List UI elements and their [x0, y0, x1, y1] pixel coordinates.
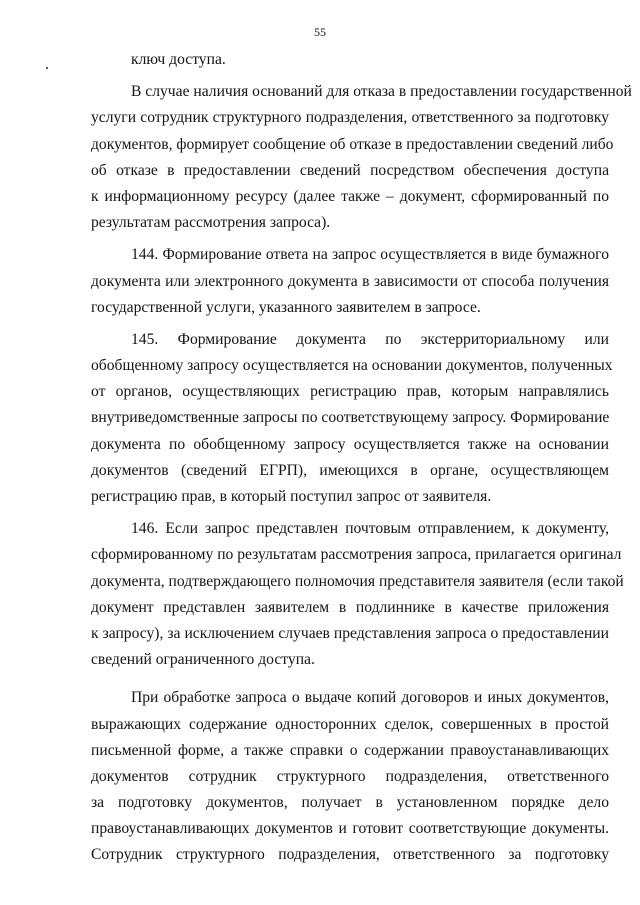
paragraph: [91, 516, 624, 673]
text-line: внутриведомственные запросы по соответствующему запросу. Формирование: [91, 409, 610, 427]
text-line: При обработке запроса о выдаче копий договоров и иных документов,: [131, 689, 609, 707]
page-number: 55: [314, 25, 326, 39]
text-line: документа по обобщенному запросу осуществляется также на основании: [91, 435, 609, 453]
text-line: правоустанавливающих документов и готовит соответствующие документы.: [91, 820, 609, 838]
text-line: документ представлен заявителем в подлиннике в качестве приложения: [91, 598, 609, 616]
text-line: В случае наличия оснований для отказа в предоставлении государственной: [131, 83, 632, 101]
text-line: сформированному по результатам рассмотрения запроса, прилагается оригинал: [91, 546, 622, 564]
paragraph: [91, 327, 613, 510]
paragraph: [91, 79, 632, 236]
text-line: обобщенному запросу осуществляется на основании документов, полученных: [91, 357, 613, 375]
text-line: 145. Формирование документа по экстерриториальному или: [131, 330, 609, 348]
text-line: услуги сотрудник структурного подразделения, ответственного за подготовку: [91, 109, 609, 127]
text-line: от органов, осуществляющих регистрацию прав, которым направлялись: [91, 383, 609, 401]
text-line: за подготовку документов, получает в установленном порядке дело: [91, 794, 609, 812]
paragraph: [91, 242, 609, 321]
text-line: ключ доступа.: [131, 51, 226, 68]
text-line: результатам рассмотрения запроса).: [91, 214, 331, 232]
text-line: государственной услуги, указанного заявителем в запросе.: [91, 298, 481, 316]
text-line: 144. Формирование ответа на запрос осуществляется в виде бумажного: [131, 246, 609, 264]
text-line: документа или электронного документа в зависимости от способа получения: [91, 272, 609, 290]
text-line: к запросу), за исключением случаев представления запроса о предоставлении: [91, 624, 609, 642]
text-line: выражающих содержание односторонних сделок, совершенных в простой: [91, 715, 609, 733]
text-line: 146. Если запрос представлен почтовым отправлением, к документу,: [131, 520, 609, 538]
text-line: регистрацию прав, в который поступил запрос от заявителя.: [91, 488, 492, 505]
text-line: сведений ограниченного доступа.: [91, 651, 315, 669]
text-line: к информационному ресурсу (далее также – документ, сформированный по: [91, 187, 609, 205]
text-line: документа, подтверждающего полномочия представителя заявителя (если такой: [91, 572, 624, 590]
document-body: [91, 47, 632, 869]
text-line: письменной форме, а также справки о содержании правоустанавливающих: [91, 741, 609, 759]
text-line: документов, формирует сообщение об отказе в предоставлении сведений либо: [91, 135, 614, 153]
text-line: об отказе в предоставлении сведений посредством обеспечения доступа: [91, 161, 609, 179]
paragraph-spacer: [91, 673, 609, 685]
text-line: Сотрудник структурного подразделения, ответственного за подготовку: [91, 846, 609, 864]
paragraph: [91, 47, 609, 73]
text-line: документов сотрудник структурного подразделения, ответственного: [91, 767, 609, 785]
paragraph: [91, 685, 609, 868]
scan-speck: [46, 67, 48, 69]
text-line: документов (сведений ЕГРП), имеющихся в органе, осуществляющем: [91, 461, 609, 479]
